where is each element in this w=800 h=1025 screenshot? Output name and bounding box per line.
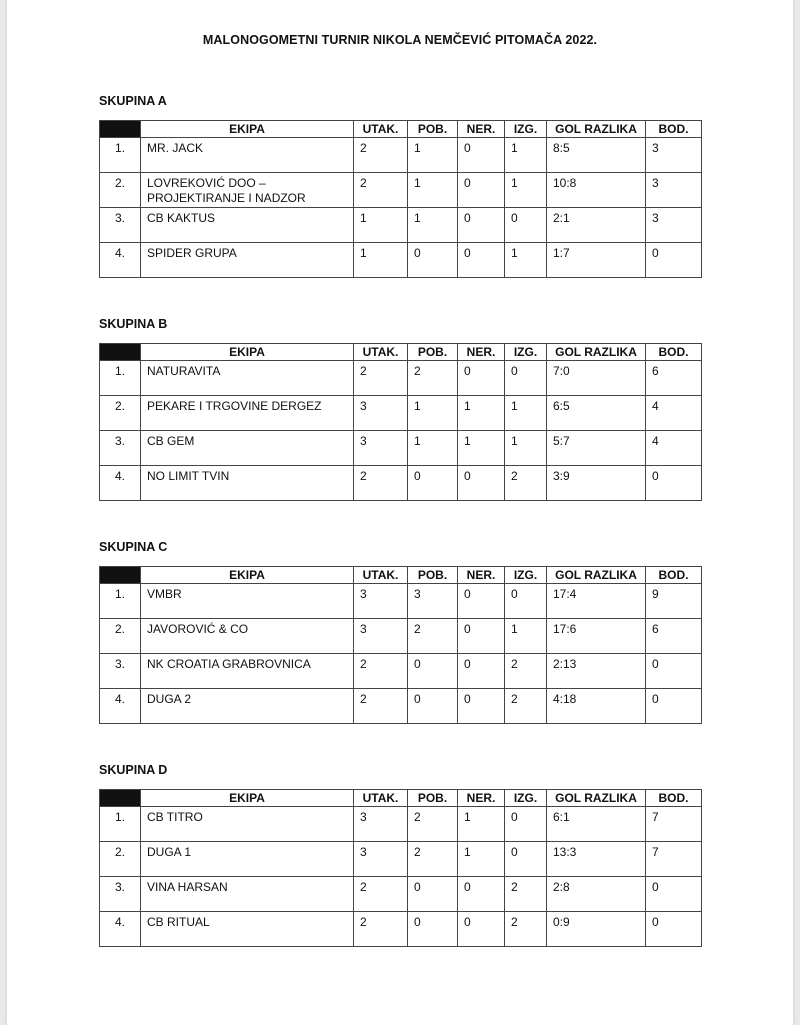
cell-draws: 0 [458,654,505,689]
cell-points: 6 [646,361,702,396]
cell-points: 7 [646,842,702,877]
document-title: MALONOGOMETNI TURNIR NIKOLA NEMČEVIĆ PITOMAČA 2022. [202,33,598,47]
cell-rank: 4. [100,466,141,501]
cell-draws: 0 [458,584,505,619]
header-played: UTAK. [354,790,408,807]
cell-played: 3 [354,431,408,466]
standings-table [99,343,702,501]
cell-draws: 0 [458,912,505,947]
cell-losses: 1 [505,243,547,278]
cell-wins: 1 [408,173,458,208]
group-title: SKUPINA C [99,540,168,554]
header-row [100,344,702,361]
cell-goal-difference: 4:18 [547,689,646,724]
cell-goal-difference: 2:8 [547,877,646,912]
cell-wins: 2 [408,361,458,396]
cell-team: JAVOROVIĆ & CO [141,619,354,654]
header-goal-difference: GOL RAZLIKA [547,567,646,584]
cell-losses: 2 [505,466,547,501]
cell-rank: 1. [100,361,141,396]
cell-goal-difference: 7:0 [547,361,646,396]
cell-draws: 1 [458,807,505,842]
cell-losses: 2 [505,877,547,912]
cell-goal-difference: 3:9 [547,466,646,501]
cell-points: 6 [646,619,702,654]
cell-rank: 4. [100,243,141,278]
cell-points: 9 [646,584,702,619]
table-row [100,243,702,278]
header-goal-difference: GOL RAZLIKA [547,121,646,138]
standings-table [99,566,702,724]
cell-draws: 0 [458,361,505,396]
cell-draws: 0 [458,243,505,278]
cell-rank: 3. [100,431,141,466]
cell-losses: 1 [505,619,547,654]
cell-goal-difference: 0:9 [547,912,646,947]
cell-rank: 3. [100,877,141,912]
cell-points: 0 [646,689,702,724]
cell-team: SPIDER GRUPA [141,243,354,278]
cell-played: 3 [354,619,408,654]
cell-played: 2 [354,912,408,947]
cell-draws: 0 [458,619,505,654]
header-wins: POB. [408,344,458,361]
cell-played: 2 [354,466,408,501]
cell-losses: 0 [505,361,547,396]
cell-draws: 0 [458,138,505,173]
cell-team: MR. JACK [141,138,354,173]
header-goal-difference: GOL RAZLIKA [547,344,646,361]
cell-played: 2 [354,877,408,912]
cell-goal-difference: 2:1 [547,208,646,243]
cell-draws: 1 [458,396,505,431]
cell-rank: 2. [100,619,141,654]
group-a [99,94,701,278]
header-row [100,567,702,584]
cell-points: 4 [646,431,702,466]
cell-draws: 1 [458,842,505,877]
cell-team: CB KAKTUS [141,208,354,243]
cell-played: 2 [354,654,408,689]
table-row [100,842,702,877]
cell-wins: 0 [408,654,458,689]
cell-goal-difference: 6:5 [547,396,646,431]
cell-team: CB GEM [141,431,354,466]
table-row [100,584,702,619]
cell-losses: 0 [505,807,547,842]
header-team: EKIPA [141,790,354,807]
cell-losses: 2 [505,689,547,724]
cell-played: 3 [354,842,408,877]
cell-draws: 0 [458,877,505,912]
cell-points: 0 [646,466,702,501]
header-losses: IZG. [505,121,547,138]
table-row [100,619,702,654]
cell-team: NO LIMIT TVIN [141,466,354,501]
group-b [99,317,701,501]
cell-losses: 0 [505,584,547,619]
cell-wins: 0 [408,877,458,912]
header-goal-difference: GOL RAZLIKA [547,790,646,807]
standings-table [99,789,702,947]
cell-team: CB RITUAL [141,912,354,947]
header-losses: IZG. [505,790,547,807]
cell-team: NK CROATIA GRABROVNICA [141,654,354,689]
cell-draws: 0 [458,466,505,501]
cell-played: 2 [354,689,408,724]
table-row [100,208,702,243]
cell-goal-difference: 6:1 [547,807,646,842]
cell-team: DUGA 1 [141,842,354,877]
cell-losses: 1 [505,173,547,208]
table-row [100,173,702,208]
cell-draws: 0 [458,689,505,724]
cell-played: 3 [354,807,408,842]
header-rank [100,344,141,361]
cell-points: 7 [646,807,702,842]
header-row [100,790,702,807]
standings-table [99,120,702,278]
header-team: EKIPA [141,121,354,138]
cell-rank: 1. [100,584,141,619]
cell-rank: 3. [100,208,141,243]
header-draws: NER. [458,790,505,807]
cell-rank: 3. [100,654,141,689]
header-rank [100,567,141,584]
cell-rank: 2. [100,396,141,431]
cell-wins: 0 [408,912,458,947]
table-row [100,138,702,173]
header-losses: IZG. [505,344,547,361]
header-points: BOD. [646,567,702,584]
header-team: EKIPA [141,567,354,584]
cell-wins: 0 [408,689,458,724]
cell-played: 1 [354,208,408,243]
header-played: UTAK. [354,344,408,361]
cell-wins: 0 [408,466,458,501]
cell-losses: 1 [505,396,547,431]
cell-goal-difference: 13:3 [547,842,646,877]
cell-team: LOVREKOVIĆ DOO – PROJEKTIRANJE I NADZOR [141,173,354,208]
document-page [7,0,793,1025]
cell-losses: 0 [505,208,547,243]
table-row [100,431,702,466]
cell-team: CB TITRO [141,807,354,842]
cell-losses: 0 [505,842,547,877]
cell-wins: 2 [408,619,458,654]
cell-losses: 1 [505,138,547,173]
cell-rank: 4. [100,689,141,724]
cell-goal-difference: 1:7 [547,243,646,278]
cell-points: 3 [646,138,702,173]
cell-team: VINA HARSAN [141,877,354,912]
cell-played: 2 [354,173,408,208]
cell-wins: 3 [408,584,458,619]
group-title: SKUPINA B [99,317,168,331]
header-row [100,121,702,138]
cell-rank: 1. [100,807,141,842]
cell-wins: 1 [408,431,458,466]
cell-goal-difference: 5:7 [547,431,646,466]
cell-wins: 1 [408,138,458,173]
group-title: SKUPINA D [99,763,168,777]
header-draws: NER. [458,121,505,138]
header-points: BOD. [646,121,702,138]
header-played: UTAK. [354,567,408,584]
cell-draws: 0 [458,173,505,208]
header-points: BOD. [646,344,702,361]
header-played: UTAK. [354,121,408,138]
cell-losses: 2 [505,912,547,947]
header-draws: NER. [458,567,505,584]
header-wins: POB. [408,567,458,584]
cell-rank: 4. [100,912,141,947]
cell-played: 3 [354,396,408,431]
cell-goal-difference: 17:6 [547,619,646,654]
cell-rank: 2. [100,173,141,208]
cell-draws: 0 [458,208,505,243]
cell-points: 3 [646,173,702,208]
cell-played: 2 [354,138,408,173]
cell-losses: 1 [505,431,547,466]
group-title: SKUPINA A [99,94,167,108]
cell-played: 3 [354,584,408,619]
header-points: BOD. [646,790,702,807]
header-team: EKIPA [141,344,354,361]
header-rank [100,121,141,138]
cell-team: VMBR [141,584,354,619]
cell-points: 4 [646,396,702,431]
cell-points: 0 [646,243,702,278]
cell-points: 3 [646,208,702,243]
header-rank [100,790,141,807]
table-row [100,396,702,431]
table-row [100,689,702,724]
cell-team: NATURAVITA [141,361,354,396]
cell-points: 0 [646,654,702,689]
table-row [100,654,702,689]
cell-wins: 2 [408,807,458,842]
group-c [99,540,701,724]
cell-goal-difference: 2:13 [547,654,646,689]
cell-losses: 2 [505,654,547,689]
cell-goal-difference: 10:8 [547,173,646,208]
table-row [100,361,702,396]
table-row [100,466,702,501]
table-row [100,877,702,912]
cell-wins: 2 [408,842,458,877]
group-d [99,763,701,947]
cell-goal-difference: 8:5 [547,138,646,173]
cell-draws: 1 [458,431,505,466]
table-row [100,912,702,947]
table-row [100,807,702,842]
header-losses: IZG. [505,567,547,584]
header-wins: POB. [408,790,458,807]
cell-wins: 0 [408,243,458,278]
cell-goal-difference: 17:4 [547,584,646,619]
cell-wins: 1 [408,396,458,431]
cell-points: 0 [646,912,702,947]
cell-wins: 1 [408,208,458,243]
cell-rank: 2. [100,842,141,877]
header-draws: NER. [458,344,505,361]
cell-team: DUGA 2 [141,689,354,724]
cell-rank: 1. [100,138,141,173]
cell-played: 1 [354,243,408,278]
cell-played: 2 [354,361,408,396]
header-wins: POB. [408,121,458,138]
cell-points: 0 [646,877,702,912]
cell-team: PEKARE I TRGOVINE DERGEZ [141,396,354,431]
